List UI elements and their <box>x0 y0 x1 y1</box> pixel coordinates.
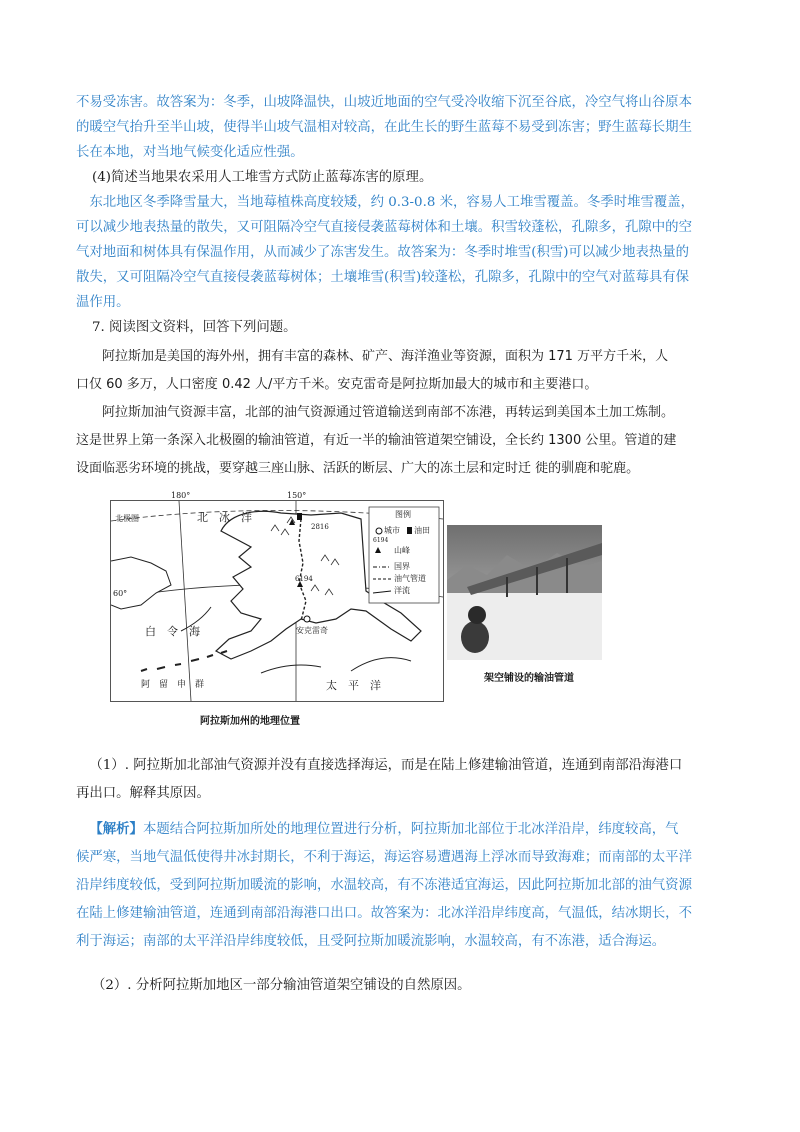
pipeline-photo-drawing <box>447 525 602 660</box>
photo-caption: 架空铺设的输油管道 <box>484 673 574 684</box>
text-line: 设面临恶劣环境的挑战，要穿越三座山脉、活跃的断层、广大的冻土层和定时迁 徙的驯鹿和驼鹿。 <box>76 461 640 476</box>
peak-label-2: 6194 <box>295 575 313 583</box>
answer-continuation <box>76 90 726 165</box>
text-line: 候严寒，当地气温低使得井冰封期长，不利于海运，海运容易遭遇海上浮冰而导致海难；而南部的太平洋 <box>76 850 692 865</box>
material-text <box>76 343 726 483</box>
analysis-label: 【解析】 <box>89 821 143 837</box>
aleutian-islands <box>141 651 227 671</box>
legend-title: 图例 <box>395 510 411 519</box>
text-line: 口仅 60 多万，人口密度 0.42 人/平方千米。安克雷奇是阿拉斯加最大的城市和主要港口。 <box>76 377 598 392</box>
legend-peak-label: 山峰 <box>394 546 410 555</box>
text-line: 不易受冻害。故答案为：冬季，山坡降温快，山坡近地面的空气受冷收缩下沉至谷底，冷空气将山谷原本 <box>76 95 692 110</box>
answer-4 <box>76 190 726 315</box>
map-caption: 阿拉斯加州的地理位置 <box>200 716 300 727</box>
legend-pipeline-label: 油气管道 <box>394 574 426 583</box>
legend-border-label: 国界 <box>394 562 410 571</box>
question-7: 7. 阅读图文资料，回答下列问题。 <box>92 320 297 335</box>
meridian-180 <box>179 501 191 701</box>
oil-field-marker <box>297 513 302 520</box>
ocean-label-pacific: 太 平 洋 <box>326 679 381 692</box>
sub-question-1 <box>76 752 726 808</box>
arctic-circle-label: 北极圈 <box>115 514 139 523</box>
text-line: 可以减少地表热量的散失，又可阻隔冷空气直接侵袭蓝莓树体和土壤。积雪较蓬松，孔隙多，孔隙中的空 <box>76 220 692 235</box>
islands-label: 阿 留 申 群 <box>141 680 205 690</box>
sub-question-2: （2）. 分析阿拉斯加地区一部分输油管道架空铺设的自然原因。 <box>92 978 471 993</box>
legend-city-label: 城市 <box>384 526 400 535</box>
lon-label-180: 180° <box>171 491 191 500</box>
text-line <box>76 815 726 844</box>
analysis-block <box>76 815 726 956</box>
legend-peak-value: 6194 <box>373 537 389 544</box>
ocean-label-arctic: 北 冰 洋 <box>197 511 252 524</box>
pipeline-photo <box>447 525 602 660</box>
text-line: 阿拉斯加是美国的海外州，拥有丰富的森林、矿产、海洋渔业等资源，面积为 171 万平方千米，人 <box>102 349 669 364</box>
legend-city-symbol <box>376 528 382 534</box>
current-arrow <box>351 658 411 671</box>
text-line: 温作用。 <box>76 295 130 310</box>
text-line: 再出口。解释其原因。 <box>76 786 210 801</box>
current-arrow <box>261 665 321 673</box>
text-line: 长在本地，对当地气候变化适应性强。 <box>76 145 304 160</box>
sea-label-bering: 白 令 海 <box>145 625 200 638</box>
city-marker <box>304 616 310 622</box>
legend-oil-symbol <box>407 527 412 534</box>
text-line: （1）. 阿拉斯加北部油气资源并没有直接选择海运，而是在陆上修建输油管道，连通到南部沿海港口 <box>89 758 683 773</box>
text-line: 这是世界上第一条深入北极圈的输油管道，有近一半的输油管道架空铺设，全长约 1300 公里。管道的建 <box>76 433 677 448</box>
question-4: (4)简述当地果农采用人工堆雪方式防止蓝莓冻害的原理。 <box>92 170 433 185</box>
peak-label-1: 2816 <box>311 523 329 531</box>
lon-label-150: 150° <box>287 491 307 500</box>
chukotka-landmass <box>111 557 171 609</box>
text-line: 东北地区冬季降雪量大，当地莓植株高度较矮，约 0.3-0.8 米，容易人工堆雪覆盖。冬季时堆雪覆盖， <box>89 195 695 210</box>
text-line: 气对地面和树体具有保温作用，从而减少了冻害发生。故答案为：冬季时堆雪(积雪)可以减少地表热量的 <box>76 245 690 260</box>
alaska-map <box>110 491 444 702</box>
legend-oil-label: 油田 <box>414 526 430 535</box>
text-line: 沿岸纬度较低，受到阿拉斯加暖流的影响，水温较高，有不冻港适宜海运，因此阿拉斯加北部的油气资源 <box>76 878 692 893</box>
analysis-text: 本题结合阿拉斯加所处的地理位置进行分析，阿拉斯加北部位于北冰洋沿岸，纬度较高，气 <box>142 822 679 837</box>
text-line: 在陆上修建输油管道，连通到南部沿海港口出口。故答案为：北冰洋沿岸纬度高，气温低，结冰期长，不 <box>76 906 692 921</box>
lat-label-60: 60° <box>113 589 128 598</box>
text-line: 利于海运；南部的太平洋沿岸纬度较低，且受阿拉斯加暖流影响，水温较高，有不冻港，适合海运。 <box>76 934 666 949</box>
text-line: 散失，又可阻隔冷空气直接侵袭蓝莓树体；土壤堆雪(积雪)较蓬松，孔隙多，孔隙中的空气对蓝莓具有保 <box>76 270 690 285</box>
legend-current-label: 洋流 <box>394 586 410 595</box>
city-label: 安克雷奇 <box>296 626 328 635</box>
text-line: 的暖空气抬升至半山坡，使得半山坡气温相对较高，在此生长的野生蓝莓不易受到冻害；野生蓝莓长期生 <box>76 120 692 135</box>
text-line: 阿拉斯加油气资源丰富，北部的油气资源通过管道输送到南部不冻港，再转运到美国本土加工炼制。 <box>102 405 675 420</box>
